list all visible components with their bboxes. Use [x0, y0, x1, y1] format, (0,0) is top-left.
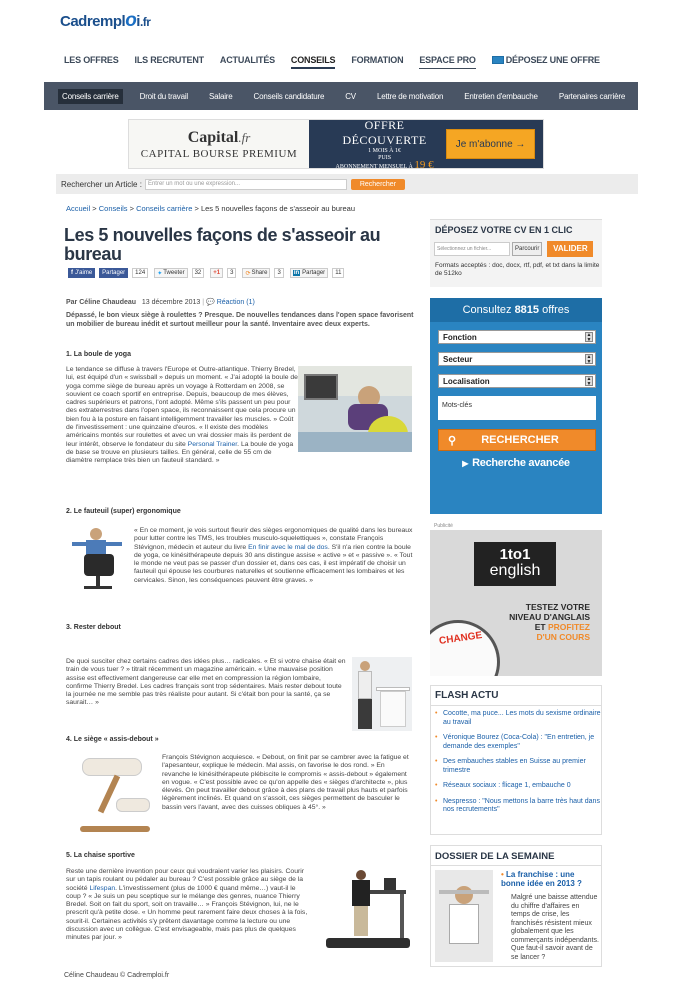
linkedin-count: 11	[332, 268, 344, 278]
flash-actu-box: FLASH ACTU • Cocotte, ma puce... Les mots du sexisme ordinaire au travail • Véronique Bourez (Coca-Cola) : "En entretien, je demande des exemples" • Des embauches stables en Suisse au premier trimestre • Réseaux sociaux : flicage 1, embauche 0 • Nespresso : "Nous mettons la barre très haut dans nos recrutements"	[430, 685, 602, 835]
lifespan-link[interactable]: Lifespan	[89, 884, 116, 892]
facebook-share-button[interactable]: Partager	[99, 268, 128, 278]
share-bar	[68, 267, 418, 279]
cv-file-input[interactable]: Sélectionnez un fichier...	[434, 242, 510, 256]
yoga-ball-photo	[298, 366, 412, 452]
select-arrows-icon: ▲ ▼	[586, 354, 592, 365]
1to1-logo: 1to1 english	[474, 542, 556, 586]
subnav-entretien[interactable]: Entretien d'embauche	[464, 91, 538, 101]
site-logo[interactable]: Cadremploi.fr	[60, 10, 151, 31]
1to1-english-ad[interactable]: 1to1 english TESTEZ VOTRE NIVEAU D'ANGLAIS ET PROFITEZ D'UN COURS CHANGE	[430, 530, 602, 676]
subnav-conseils-candidature[interactable]: Conseils candidature	[253, 91, 325, 101]
flash-item[interactable]: • Cocotte, ma puce... Les mots du sexisme ordinaire au travail	[435, 710, 601, 727]
nav-actualites[interactable]: ACTUALITÉS	[219, 55, 275, 65]
banner-brand: Capital.fr CAPITAL BOURSE PREMIUM	[129, 120, 309, 168]
crumb-home[interactable]: Accueil	[66, 204, 91, 213]
nav-les-offres[interactable]: LES OFFRES	[64, 55, 119, 65]
standing-desk-photo	[352, 657, 412, 731]
job-search-box: Consultez 8815 offres Fonction ▲ ▼ Secteur ▲ ▼ Localisation ▲ ▼ Mots-clés ⚲ RECHERCHER ▶ Recherche avancée	[430, 298, 602, 514]
search-icon: ⚲	[447, 434, 457, 447]
subnav-lettre-motivation[interactable]: Lettre de motivation	[376, 91, 444, 101]
section-3-text: De quoi susciter chez certains cadres des idées plus… radicales. « Et si votre chaise était en train de vous tuer ? » titrait récemment un magazine américain. « Une mauvaise position assise est effectivement dangereuse car elle met en compression la région lombaire, confirme Thierry Bredel. Les cadres français sont trop sédentaires. Mais rester debout toute la journée ne me semble pas très réaliste pour autant. Si c'était bon pour la santé, ça se saurait… »	[66, 658, 346, 707]
mal-de-dos-link[interactable]: En finir avec le mal de dos	[248, 543, 328, 551]
article-footer: Céline Chaudeau © Cadremploi.fr	[64, 972, 170, 979]
section-1-text: Le tendance se diffuse à travers l'Europe et Outre-atlantique. Thierry Bredel, lui, est équipé d'un « swissball » depuis un moment. « J'ai adopté la boule de yoga comme siège de bureau après un voyage à Rotterdam en 2008, se souvient ce coach sportif en entreprise. Depuis, beaucoup de mes élèves, cadres supérieurs et patrons, l'ont adopté. Même s'ils passent un peu pour des extraterrestres dans l'open space, ils reconnaissent que cela procure un bien fou à la posture en faisant intelligemment travailler les muscles. » Coût de l'investissement : une quinzaine d'euros. « Il existe des modèles américains montés sur roulettes et avec un vrai dossier mais ils perdent de leur intérêt, observe le fondateur du site Personal Trainer. La boule de yoga de base se trouve en plusieurs tailles. En général, celle de 55 cm de diamètre remplace très bien un fauteuil standard. »	[66, 366, 298, 465]
byline: Par Céline Chaudeau 13 décembre 2013 | 💬 Réaction (1)	[66, 299, 255, 306]
arrow-right-icon: ▶	[462, 459, 469, 468]
flash-item[interactable]: • Nespresso : "Nous mettons la barre très haut dans nos recrutements"	[435, 798, 601, 815]
article-lead: Dépassé, le bon vieux siège à roulettes ? Presque. De nouvelles tendances dans l'open space favorisent un mobilier de bureau inédit et surtout meilleur pour la santé. Inventaire avec deux experts.	[66, 312, 414, 328]
section-4-text: François Stévignon acquiesce. « Debout, on finit par se cambrer avec la fatigue et l'apesanteur, explique le médecin. Mal assis, on favorise le dos rond. » En revanche le kinésithérapeute plébiscite le compromis « assis-debout » également en vogue. « C'est possible avec ce qu'on appelle des « sièges d'architecte », plus élevés. On peut travailler debout grâce à des plans de travail plus hauts et parfois légèrement inclinés. Et quand on s'assoit, ces sièges permettent de basculer le bassin vers l'avant, avec des cuisses obliques à 45°. »	[162, 754, 409, 811]
subnav-partenaires[interactable]: Partenaires carrière	[558, 91, 626, 101]
subnav-salaire[interactable]: Salaire	[209, 91, 233, 101]
nav-conseils[interactable]: CONSEILS	[291, 55, 335, 69]
share-icon: ⟳	[245, 270, 251, 277]
flash-item[interactable]: • Des embauches stables en Suisse au premier trimestre	[435, 758, 601, 775]
share-count: 3	[274, 268, 283, 278]
nav-espace-pro[interactable]: ESPACE PRO	[419, 55, 475, 69]
advanced-search-link[interactable]: ▶ Recherche avancée	[462, 457, 570, 469]
reaction-link[interactable]: Réaction (1)	[216, 299, 255, 306]
crumb-current: Les 5 nouvelles façons de s'asseoir au bureau	[200, 204, 356, 213]
tweet-button[interactable]: ✦ Tweeter	[154, 268, 187, 278]
validate-cv-button[interactable]: VALIDER	[547, 241, 593, 257]
dossier-photo[interactable]	[435, 870, 493, 962]
subnav-cv[interactable]: CV	[345, 91, 356, 101]
keywords-input[interactable]: Mots-clés	[438, 396, 596, 420]
facebook-count: 124	[132, 268, 148, 278]
clock-icon: CHANGE	[430, 620, 500, 676]
share-button[interactable]: ⟳ Share	[242, 268, 270, 278]
dossier-headline-link[interactable]: • La franchise : une bonne idée en 2013 ?	[501, 870, 599, 888]
section-3-title: 3. Rester debout	[66, 624, 121, 631]
nav-formation[interactable]: FORMATION	[351, 55, 404, 65]
gplus-button[interactable]: +1	[210, 268, 223, 278]
facebook-like-button[interactable]: f J'aime	[68, 268, 95, 278]
section-1-title: 1. La boule de yoga	[66, 351, 131, 358]
subnav-droit-travail[interactable]: Droit du travail	[139, 91, 188, 101]
sub-nav	[44, 82, 638, 110]
flash-item[interactable]: • Réseaux sociaux : flicage 1, embauche 0	[435, 782, 601, 791]
section-2-title: 2. Le fauteuil (super) ergonomique	[66, 508, 181, 515]
dossier-semaine-box: DOSSIER DE LA SEMAINE • La franchise : une bonne idée en 2013 ? Malgré une baisse attendue du chiffre d'affaires en temps de crise, les franchisés résistent mieux globalement que les commerçants indépendants. Que faut-il savoir avant de se lancer ?	[430, 845, 602, 967]
search-jobs-button[interactable]: ⚲ RECHERCHER	[438, 429, 596, 451]
fonction-select[interactable]: Fonction ▲ ▼	[438, 330, 596, 344]
cv-upload-box: DÉPOSEZ VOTRE CV EN 1 CLIC Sélectionnez un fichier... Parcourir VALIDER Formats acceptés : doc, docx, rtf, pdf, et txt dans la limite de 512ko	[430, 219, 602, 287]
personal-trainer-link[interactable]: Personal Trainer	[187, 440, 238, 448]
offer-card-icon	[492, 56, 504, 64]
article-search-input[interactable]: Entrer un mot ou une expression...	[145, 179, 347, 190]
banner-offer: OFFRE DÉCOUVERTE 1 MOIS À 1€ PUIS ABONNEMENT MENSUEL À 19 € Je m'abonne →	[309, 120, 543, 168]
gplus-count: 3	[227, 268, 236, 278]
twitter-icon: ✦	[157, 270, 163, 277]
linkedin-share-button[interactable]: in Partager	[290, 268, 328, 278]
kneeling-chair-photo	[76, 754, 154, 840]
treadmill-desk-photo	[322, 860, 414, 956]
breadcrumb: Accueil > Conseils > Conseils carrière > Les 5 nouvelles façons de s'asseoir au bureau	[66, 204, 356, 213]
ergonomic-chair-photo	[66, 524, 128, 596]
subnav-conseils-carriere[interactable]: Conseils carrière	[58, 89, 123, 104]
article-search-button[interactable]: Rechercher	[351, 179, 405, 190]
dossier-summary: Malgré une baisse attendue du chiffre d'affaires en temps de crise, les franchisés résistent mieux globalement que les commerçants indépendants. Que faut-il savoir avant de se lancer ?	[511, 894, 599, 961]
nav-deposez-offre[interactable]: DÉPOSEZ UNE OFFRE	[492, 55, 600, 69]
section-4-title: 4. Le siège « assis-debout »	[66, 736, 159, 743]
nav-ils-recrutent[interactable]: ILS RECRUTENT	[134, 55, 204, 65]
crumb-conseils-carriere[interactable]: Conseils carrière	[136, 204, 193, 213]
section-2-text: « En ce moment, je vois surtout fleurir des sièges ergonomiques de qualité dans les bureaux pour lutter contre les TMS, les troubles musculo-squelettiques », constate François Stévignon, médecin et auteur du livre En finir avec le mal de dos. S'il n'a rien contre la boule de yoga, ce kinésithérapeute depuis 30 ans distingue assise « active » et « passive ». « Tout le monde ne veut pas se passer d'un dossier et, dans ces cas, il est impératif de choisir un fauteuil qui épouse les courbures naturelles et soutienne efficacement les lombaires et les cervicales. Sinon, les conséquences peuvent être graves. »	[134, 527, 413, 584]
select-arrows-icon: ▲ ▼	[586, 332, 592, 343]
main-nav	[64, 55, 644, 69]
browse-button[interactable]: Parcourir	[512, 242, 542, 256]
section-5-title: 5. La chaise sportive	[66, 852, 135, 859]
ad-label: Publicité	[434, 523, 453, 529]
tweet-count: 32	[192, 268, 205, 278]
crumb-conseils[interactable]: Conseils	[98, 204, 128, 213]
section-5-text: Reste une dernière invention pour ceux qui voudraient varier les plaisirs. Courir sur un tapis roulant ou pédaler au bureau ? C'est possible grâce au siège de la société Lifespan. L'investissement (plus de 1000 € quand même…) vaut-il le coup ? « Je suis un peu sceptique sur le mélange des genres, nuance Thierry Bredel. Soit on fait du sport, soit on travaille… » François Stévignon, lui, ne le prescrit qu'à petite dose. « Un homme peut rarement faire deux choses à la fois, sourit-il. Certaines activités s'y prêtent davantage comme la lecture ou une discussion avec un collègue. C'est envisageable, mais pas plus de quelques minutes par jour. »	[66, 868, 308, 942]
secteur-select[interactable]: Secteur ▲ ▼	[438, 352, 596, 366]
flash-item[interactable]: • Véronique Bourez (Coca-Cola) : "En entretien, je demande des exemples"	[435, 734, 601, 751]
capital-ad-banner[interactable]	[128, 119, 544, 169]
select-arrows-icon: ▲ ▼	[586, 376, 592, 387]
article-search-bar: Rechercher un Article : Entrer un mot ou une expression... Rechercher	[56, 174, 638, 194]
comment-icon: 💬	[206, 299, 215, 306]
article-title: Les 5 nouvelles façons de s'asseoir au bureau	[64, 225, 381, 264]
localisation-select[interactable]: Localisation ▲ ▼	[438, 374, 596, 388]
subscribe-button[interactable]: Je m'abonne →	[446, 129, 535, 159]
